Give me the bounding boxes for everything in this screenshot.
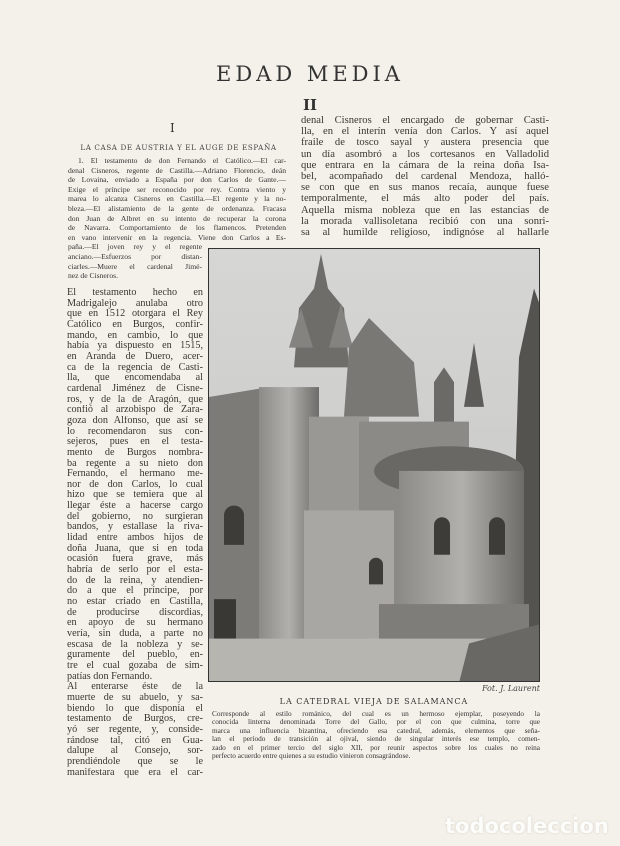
text-line: nez de Cisneros. [68,271,118,281]
chapter-number: I [170,121,175,135]
text-line: hizo que se temiera que al [67,490,203,501]
text-line: lla, que encomendaba al [67,373,203,384]
part-number: II [302,96,318,114]
text-line: cardenal Jiménez de Cisne- [67,383,203,394]
watermark: todocoleccion [445,814,609,838]
text-line: bleza.—El alistamiento de la gente de ordenanza. Fracasa [68,203,286,213]
text-line: de producirse discordias, [67,607,203,618]
text-line: testamento de Burgos, cre- [67,714,203,725]
text-line: de Lovaina, enviado a España por don Carlos de Gante.— [68,175,286,185]
text-line: ba regente a su nieto don [67,458,203,469]
text-line: bandos, y estallase la riva- [67,522,203,533]
text-line: guramente del pueblo, en- [67,650,203,661]
body-text-right-column [301,115,549,238]
text-line: Católico en Burgos, confir- [67,319,203,330]
text-line: escasa de la nobleza y se- [67,639,203,650]
text-line: que entrara en la cámara de la reina doña Isa- [301,159,549,171]
text-line: Fernando, el hermano me- [67,469,203,480]
text-line: do de la reina, y atendien- [67,575,203,586]
text-line: Exige el príncipe ser reconocido por rey. Contra viento y [68,184,286,194]
text-line: ros, y de la de Aragón, que [67,394,203,405]
text-line: se con que en sus manos recaía, aunque fuese [301,182,549,194]
text-line: en Aranda de Duero, acer- [67,351,203,362]
text-line: muerte de su abuelo, y sa- [67,692,203,703]
cathedral-illustration [209,249,540,682]
text-line: El testamento hecho en [67,288,203,298]
text-line: ciarles.—Muere el cardenal Jimé- [68,261,202,271]
text-line: Al enterarse éste de la [67,682,203,693]
text-line: temporalmente, el más alto poder del país. [301,193,549,205]
figure-title: LA CATEDRAL VIEJA DE SALAMANCA [279,697,469,706]
cathedral-photo [208,248,540,682]
text-line: rándose tal, citó en Gua- [67,735,203,746]
text-line: de Navarra. Comportamiento de los flamencos. Pretenden [68,223,286,233]
text-line: dalupe al Consejo, sor- [67,746,203,757]
text-line: Aquella misma nobleza que en las estancias de [301,204,549,216]
text-line: en vano intervenir en la regencia. Viene don Carlos a Es- [68,232,286,242]
text-line: confió al arzobispo de Zara- [67,405,203,416]
text-line: lla, en el interín venía don Carlos. Y así aquel [301,126,549,138]
text-line: goza don Alfonso, que así se [67,415,203,426]
text-line: llegar éste a hacerse cargo [67,501,203,512]
text-line: perfecto acuerdo entre quienes a su estudio vinieron consagrándose. [212,752,411,761]
text-line: sejeros, pues en el testa- [67,437,203,448]
text-line: doña Juana, que si en toda [67,543,203,554]
text-line: biendo lo que disponía el [67,703,203,714]
text-line: mando, en cambio, lo que [67,330,203,341]
text-line: lo recomendaron sus con- [67,426,203,437]
text-line: Corresponde al estilo románico, del cual es un hermoso ejemplar, poseyendo la [212,710,540,718]
text-line: fraile de tosco sayal y austera presencia que [301,137,549,149]
text-line: yó ser regente, y, conside- [67,724,203,735]
text-line: do a que el príncipe, por [67,586,203,597]
text-line: había ya dispuesto en 1515, [67,341,203,352]
text-line: prendiéndole que se le [67,756,203,767]
text-line: mento de Burgos nombra- [67,447,203,458]
text-line: ca de la regencia de Casti- [67,362,203,373]
text-line: un día asombró a los cortesanos en Valladolid [301,148,549,160]
text-line: no estar criado en Castilla, [67,597,203,608]
text-line: bel, acompañado del cardenal Mendoza, halló- [301,171,549,183]
text-line: la morada vallisoletana recibió con una sonri- [301,215,549,227]
text-line: Madrigalejo anulaba otro [67,298,203,309]
text-line: en apoyo de su hermano [67,618,203,629]
text-line: ocasión fuera grave, más [67,554,203,565]
text-line: don Juan de Albret en su intento de recuperar la corona [68,213,286,223]
text-line: denal Cisneros el encargado de gobernar Casti- [301,115,549,126]
text-line: zado en el primer tercio del siglo XII, por reunir aspectos sobre los cuales no reina [212,743,540,752]
page-title: EDAD MEDIA [216,62,404,86]
text-line: del gobierno, no surgieran [67,511,203,522]
text-line: habría de serlo por el esta- [67,565,203,576]
text-line: vería, sin duda, a parte no [67,629,203,639]
text-line: marca una influencia bizantina, ofreciendo esa catedral, además, elementos que seña- [212,726,540,735]
text-line: denal Cisneros, regente de Castilla.—Adriano Florencio, deán [68,165,286,175]
text-line: sa al humilde religioso, indignóse al hallarle [301,227,549,239]
text-line: lidad entre ambos hijos de [67,533,203,544]
text-line: anciano.—Esfuerzos por distan- [68,251,202,261]
text-line: nor de don Carlos, lo cual [67,479,203,490]
text-line: tre el cual gozaba de sim- [67,660,203,671]
section-heading: LA CASA DE AUSTRIA Y EL AUGE DE ESPAÑA [80,143,277,152]
figure-caption [212,710,540,760]
text-line: patías don Fernando. [67,671,153,682]
photo-credit: Fot. J. Laurent [481,684,540,693]
text-line: lan el período de transición al ojival, siendo de singular interés ese templo, comen- [212,735,540,744]
text-line: manifestara que era el car- [67,767,203,778]
text-line: paña.—El joven rey y el regente [68,242,202,252]
body-text-left-column [67,288,203,778]
text-line: 1. El testamento de don Fernando el Católico.—El car- [78,156,286,165]
text-line: conocida linterna denominada Torre del Gallo, por el con que culmina, torre que [212,718,540,727]
text-line: marea lo alcanza Cisneros en Castilla.—El regente y la no- [68,194,286,204]
text-line: que en 1512 otorgara el Rey [67,309,203,320]
